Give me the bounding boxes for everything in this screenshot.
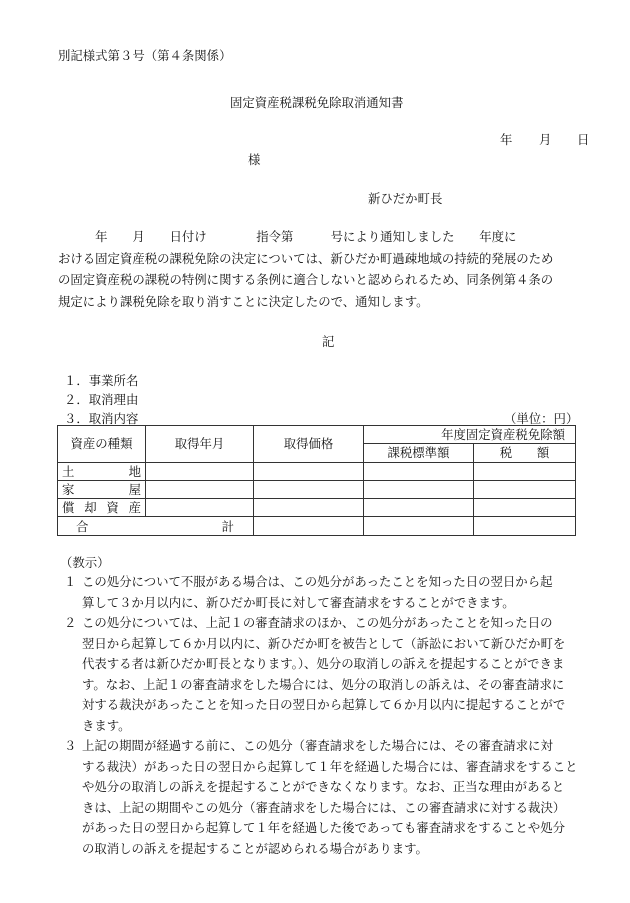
table-row	[58, 480, 576, 498]
table-cell	[254, 462, 364, 480]
table-cell	[146, 499, 254, 517]
table-cell	[254, 517, 364, 535]
table-row	[58, 499, 576, 517]
header-asset-type: 資産の種類	[58, 426, 146, 463]
table-row	[58, 462, 576, 480]
note-line: する裁決）があった日の翌日から起算して１年を経過した場合には、審査請求をすること	[82, 758, 578, 774]
note-line: きます。	[82, 717, 131, 733]
note-line: 上記の期間が経過する前に、この処分（審査請求をした場合には、その審査請求に対	[82, 738, 553, 753]
table-cell	[364, 499, 474, 517]
exemption-table	[57, 425, 576, 536]
table-header-row	[58, 426, 576, 444]
note-number: １	[64, 574, 77, 589]
item-detail: ３．取消内容	[64, 411, 139, 426]
table-cell	[474, 517, 576, 535]
item-reason: ２．取消理由	[64, 392, 139, 407]
note-line: きは、上記の期間やこの処分（審査請求をした場合には、この審査請求に対する裁決）	[82, 799, 566, 815]
note-line: 対する裁決があったことを知った日の翌日から起算して６か月以内に提起することがで	[82, 697, 566, 713]
header-tax-amount: 税 額	[474, 444, 576, 462]
unit-label: （単位：円）	[504, 411, 579, 426]
table-cell	[254, 499, 364, 517]
table-cell	[146, 480, 254, 498]
date-month: 月	[539, 132, 552, 147]
row-label-land: 土 地	[58, 462, 146, 480]
table-total-row	[58, 517, 576, 535]
item-office: １．事業所名	[64, 373, 139, 388]
note-number: ２	[64, 615, 77, 630]
table-cell	[364, 462, 474, 480]
total-text: 合 計	[76, 518, 234, 534]
table-cell	[474, 462, 576, 480]
header-acquired-date: 取得年月	[146, 426, 254, 463]
table-cell	[254, 480, 364, 498]
instruction-heading: （教示）	[60, 555, 110, 570]
notification-body	[58, 226, 596, 312]
issuer-name: 新ひだか町長	[368, 191, 443, 206]
note-line: 代表する者は新ひだか町長となります。）、処分の取消しの訴えを提起することができま	[82, 656, 565, 672]
note-line: す。なお、上記１の審査請求をした場合には、処分の取消しの訴えは、その審査請求に	[82, 676, 565, 692]
table-cell	[364, 480, 474, 498]
table-cell	[474, 480, 576, 498]
date-day: 日	[577, 132, 590, 147]
table-cell	[474, 499, 576, 517]
row-label-depreciable: 償却資産	[58, 499, 146, 517]
ki-heading: 記	[322, 334, 335, 349]
note-line: この処分について不服がある場合は、この処分があったことを知った日の翌日から起	[82, 574, 553, 589]
table-cell	[364, 517, 474, 535]
header-exemption-amount: 年度固定資産税免除額	[364, 426, 576, 444]
header-tax-base: 課税標準額	[364, 444, 474, 462]
body-line: の固定資産税の課税の特例に関する条例に適合しないと認められるため、同条例第４条の	[58, 272, 554, 287]
instruction-note-3	[64, 736, 594, 860]
note-line: や処分の取消しの訴えを提起することができなくなります。なお、正当な理由があると	[82, 779, 565, 795]
note-line: があった日の翌日から起算して１年を経過した後であっても審査請求をすることや処分	[82, 820, 565, 836]
note-line: 算して３か月以内に、新ひだか町長に対して審査請求をすることができます。	[82, 594, 515, 610]
body-line: 年 月 日付け 指令第 号により通知しました 年度に	[58, 229, 517, 244]
body-line: 規定により課税免除を取り消すことに決定したので、通知します。	[58, 293, 429, 309]
row-label-building: 家 屋	[58, 480, 146, 498]
row-label-total	[58, 517, 254, 535]
date-year: 年	[500, 132, 513, 147]
instruction-note-1	[64, 572, 594, 613]
note-line: の取消しの訴えを提起することが認められる場合があります。	[82, 840, 428, 856]
header-acquired-price: 取得価格	[254, 426, 364, 463]
table-cell	[146, 462, 254, 480]
instruction-note-2	[64, 613, 594, 737]
note-line: 翌日から起算して６か月以内に、新ひだか町を被告として（訴訟において新ひだか町を	[82, 635, 566, 651]
note-line: この処分については、上記１の審査請求のほか、この処分があったことを知った日の	[82, 615, 553, 630]
addressee-suffix: 様	[248, 152, 261, 167]
note-number: ３	[64, 738, 77, 753]
document-title: 固定資産税課税免除取消通知書	[230, 95, 404, 110]
body-line: おける固定資産税の課税免除の決定については、新ひだか町過疎地域の持続的発展のため	[58, 250, 554, 266]
form-label: 別記様式第３号（第４条関係）	[58, 48, 232, 63]
